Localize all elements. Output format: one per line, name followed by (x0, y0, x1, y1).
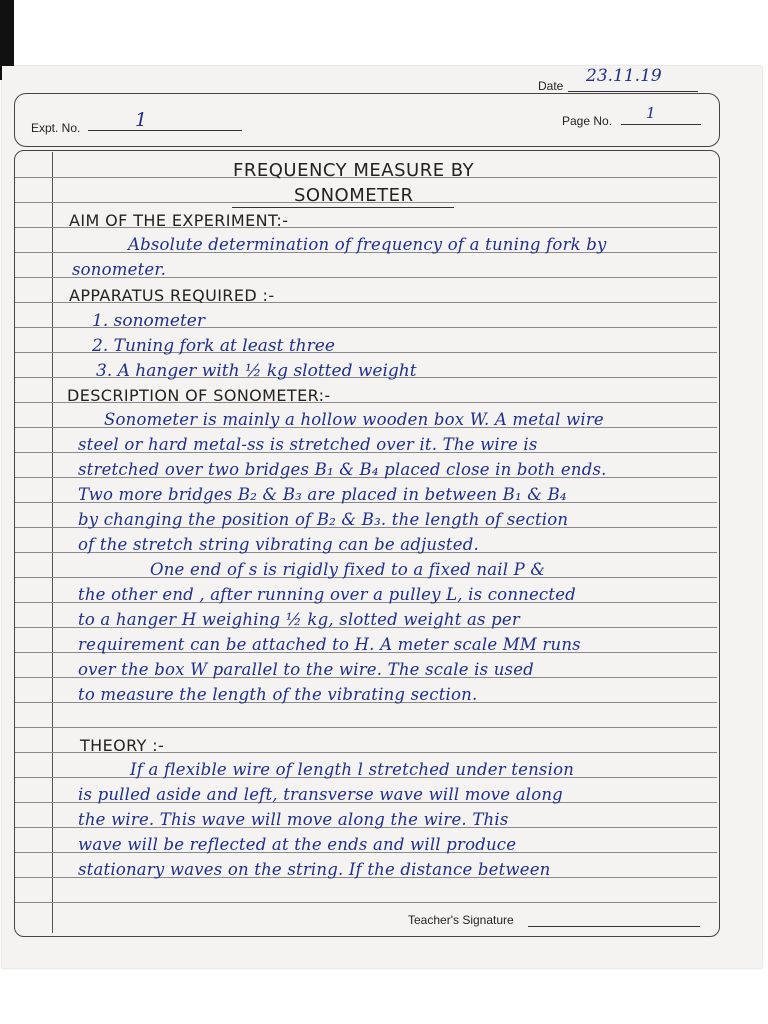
description-line: Two more bridges B₂ & B₃ are placed in between B₁ & B₄ (78, 485, 567, 504)
title-line-1: FREQUENCY MEASURE BY (233, 160, 475, 181)
theory-heading: THEORY :- (80, 736, 165, 755)
apparatus-item: 1. sonometer (92, 311, 205, 331)
page-no-value: 1 (646, 104, 656, 122)
apparatus-item: 2. Tuning fork at least three (92, 336, 335, 356)
description-line: to a hanger H weighing ½ kg, slotted weight as per (78, 610, 520, 629)
title-line-2: SONOMETER (294, 185, 414, 206)
description-line: to measure the length of the vibrating section. (78, 685, 478, 704)
description-line: of the stretch string vibrating can be adjusted. (78, 535, 479, 554)
title-underline (232, 207, 454, 208)
teacher-signature-label: Teacher's Signature (408, 913, 514, 927)
aim-text-line: sonometer. (72, 260, 167, 279)
description-line: stretched over two bridges B₁ & B₄ placed close in both ends. (78, 460, 607, 479)
ruled-line (15, 727, 717, 728)
theory-line: wave will be reflected at the ends and will produce (78, 835, 517, 854)
expt-no-field-line (88, 130, 242, 131)
description-line: the other end , after running over a pulley L, is connected (78, 585, 576, 604)
theory-line: is pulled aside and left, transverse wave will move along (78, 785, 563, 804)
description-line: by changing the position of B₂ & B₃. the length of section (78, 510, 569, 529)
aim-text-line: Absolute determination of frequency of a tuning fork by (128, 235, 607, 254)
expt-no-value: 1 (135, 109, 148, 131)
aim-heading: AIM OF THE EXPERIMENT:- (69, 211, 289, 230)
apparatus-item: 3. A hanger with ½ kg slotted weight (96, 361, 417, 381)
description-line: Sonometer is mainly a hollow wooden box W. A metal wire (104, 410, 604, 429)
expt-no-label: Expt. No. (31, 121, 81, 135)
description-line: over the box W parallel to the wire. The scale is used (78, 660, 534, 679)
description-line: steel or hard metal-ss is stretched over it. The wire is (78, 435, 538, 454)
margin-line (52, 152, 53, 933)
date-field-line (568, 91, 698, 92)
page-no-field-line (621, 124, 701, 125)
page-no-label: Page No. (562, 114, 613, 128)
date-label: Date (538, 79, 564, 93)
ruled-line (15, 902, 717, 903)
date-value: 23.11.19 (586, 66, 662, 86)
header-box (14, 93, 720, 147)
apparatus-heading: APPARATUS REQUIRED :- (69, 286, 275, 305)
teacher-signature-line (528, 926, 700, 927)
description-line: One end of s is rigidly fixed to a fixed nail P & (150, 560, 546, 579)
description-heading: DESCRIPTION OF SONOMETER:- (67, 386, 331, 405)
theory-line: the wire. This wave will move along the wire. This (78, 810, 509, 829)
theory-line: If a flexible wire of length l stretched under tension (130, 760, 575, 779)
description-line: requirement can be attached to H. A meter scale MM runs (78, 635, 581, 654)
theory-line: stationary waves on the string. If the distance between (78, 860, 551, 879)
